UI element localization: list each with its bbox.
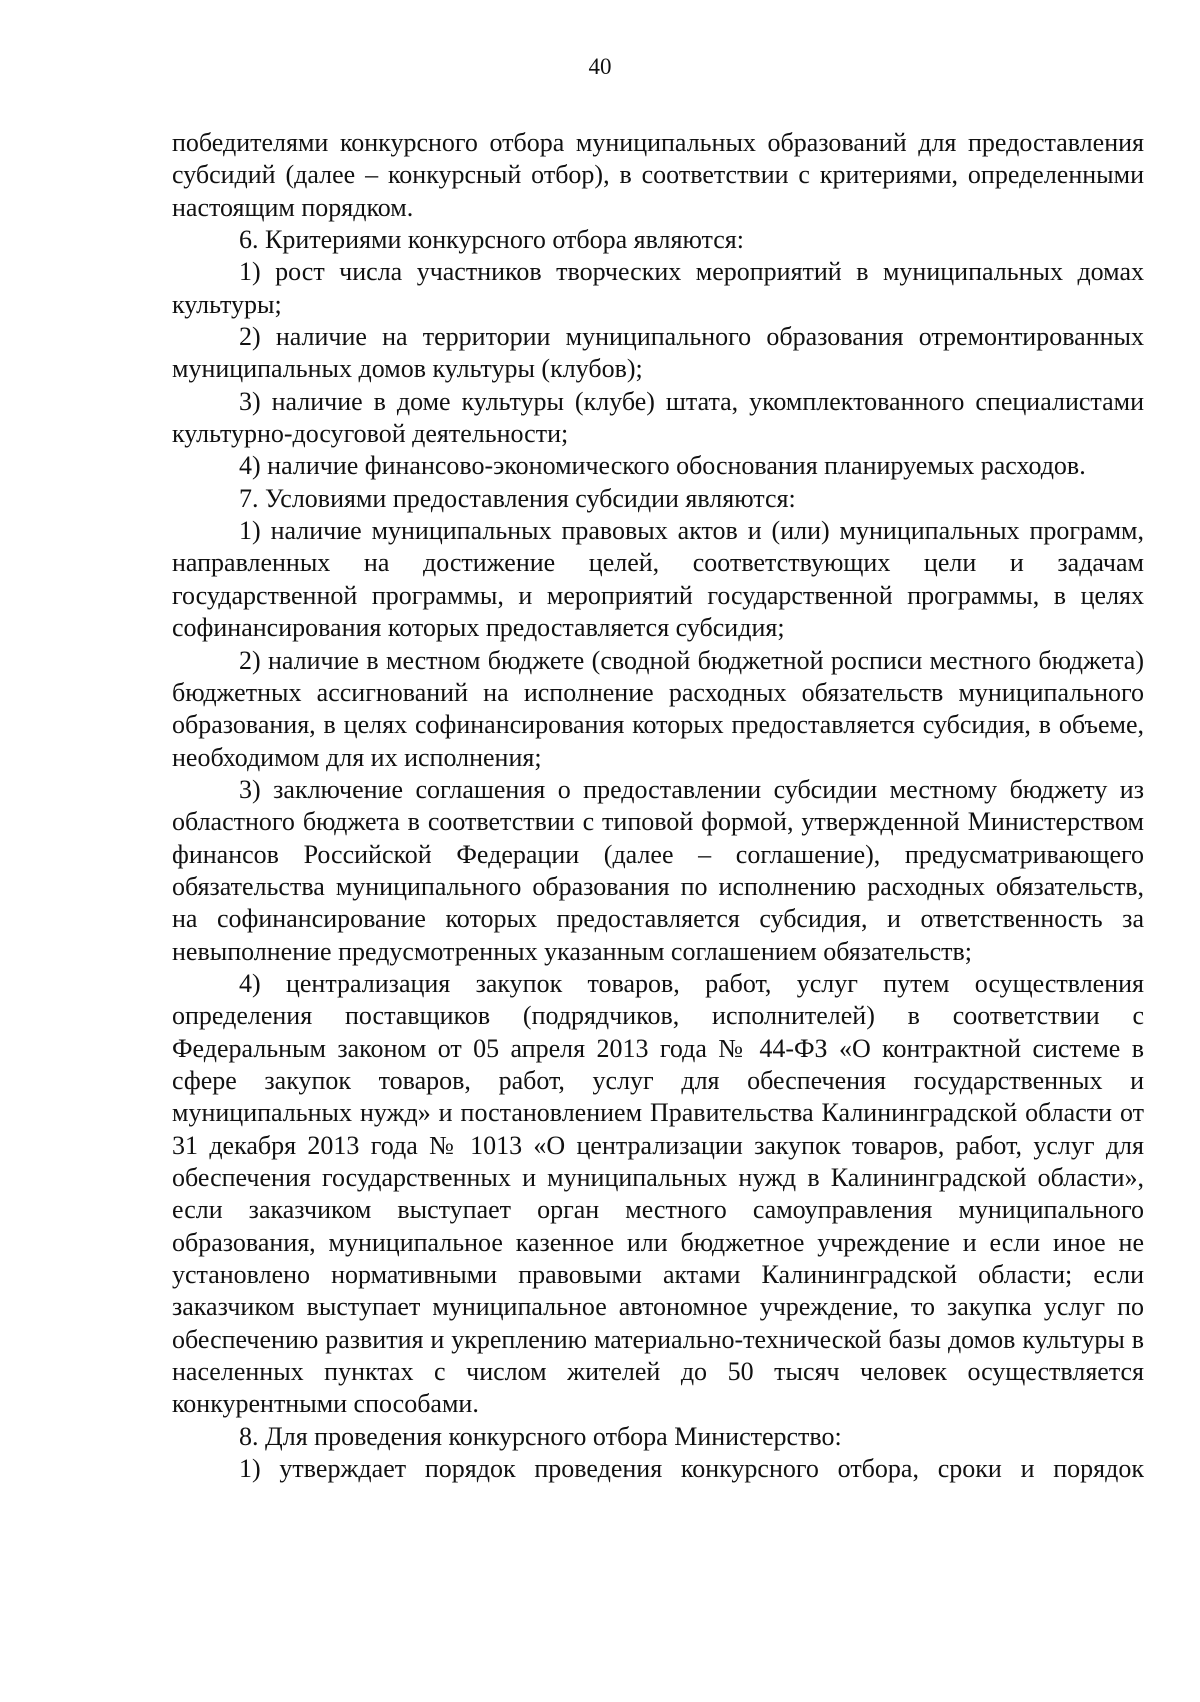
paragraph-section-7-heading: 7. Условиями предоставления субсидии являются: xyxy=(239,483,796,513)
paragraph-condition-2: 2) наличие в местном бюджете (сводной бюджетной росписи местного бюджета) бюджетных ассигнований на исполнение расходных обязательств муниципального образования, в целях софинансирования которых предоставляется субсидия, в объеме, необходимом для их исполнения; xyxy=(172,645,1144,772)
page-number: 40 xyxy=(588,54,612,79)
paragraph-continuation: победителями конкурсного отбора муниципальных образований для предоставления субсидий (далее – конкурсный отбор), в соответствии с критериями, определенными настоящим порядком. xyxy=(172,128,1144,222)
paragraph-condition-4: 4) централизация закупок товаров, работ, услуг путем осуществления определения поставщиков (подрядчиков, исполнителей) в соответствии с Федеральным законом от 05 апреля 2013 года № 44-ФЗ «О контрактной системе в сфере закупок товаров, работ, услуг для обеспечения государственных и муниципальных нужд» и постановлением Правительства Калининградской области от 31 декабря 2013 года № 1013 «О централизации закупок товаров, работ, услуг для обеспечения государственных и муниципальных нужд в Калининградской области», если заказчиком выступает орган местного самоуправления муниципального образования, муниципальное казенное или бюджетное учреждение и если иное не установлено нормативными правовыми актами Калининградской области; если заказчиком выступает муниципальное автономное учреждение, то закупка услуг по обеспечению развития и укреплению материально-технической базы домов культуры в населенных пунктах с числом жителей до 50 тысяч человек осуществляется конкурентными способами. xyxy=(172,968,1144,1419)
paragraph-condition-1: 1) наличие муниципальных правовых актов и (или) муниципальных программ, направленных на достижение целей, соответствующих цели и задачам государственной программы, и мероприятий государственной программы, в целях софинансирования которых предоставляется субсидия; xyxy=(172,516,1144,643)
paragraph-section-8-heading: 8. Для проведения конкурсного отбора Министерство: xyxy=(239,1421,842,1451)
paragraph-duty-1: 1) утверждает порядок проведения конкурсного отбора, сроки и порядок xyxy=(239,1454,1144,1484)
paragraph-criterion-4: 4) наличие финансово-экономического обоснования планируемых расходов. xyxy=(239,451,1086,481)
paragraph-section-6-heading: 6. Критериями конкурсного отбора являются: xyxy=(239,225,744,255)
document-body xyxy=(172,127,1144,1485)
paragraph-condition-3: 3) заключение соглашения о предоставлении субсидии местному бюджету из областного бюджета в соответствии с типовой формой, утвержденной Министерством финансов Российской Федерации (далее – соглашение), предусматривающего обязательства муниципального образования по исполнению расходных обязательств, на софинансирование которых предоставляется субсидия, и ответственность за невыполнение предусмотренных указанным соглашением обязательств; xyxy=(172,774,1144,966)
paragraph-criterion-3: 3) наличие в доме культуры (клубе) штата, укомплектованного специалистами культурно-досуговой деятельности; xyxy=(172,386,1144,449)
paragraph-criterion-1: 1) рост числа участников творческих мероприятий в муниципальных домах культуры; xyxy=(172,257,1144,319)
paragraph-criterion-2: 2) наличие на территории муниципального образования отремонтированных муниципальных домов культуры (клубов); xyxy=(172,322,1144,384)
